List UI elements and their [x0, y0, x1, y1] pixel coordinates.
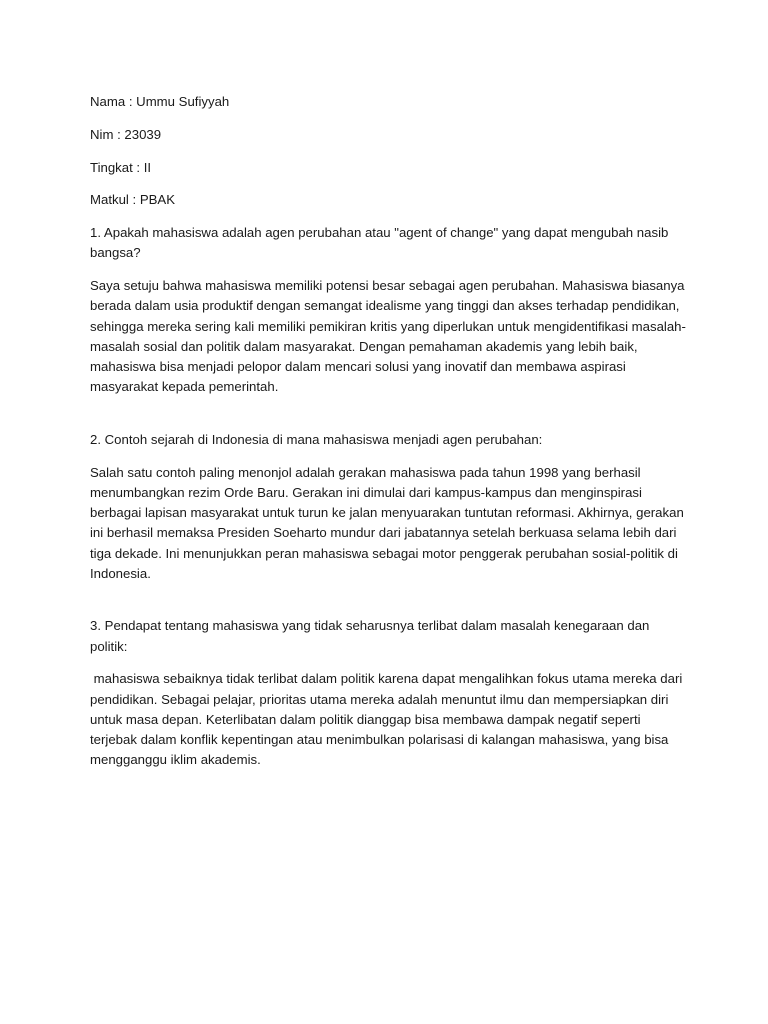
- answer-3: mahasiswa sebaiknya tidak terlibat dalam politik karena dapat mengalihkan fokus utama mereka dari pendidikan. Sebagai pelajar, prioritas utama mereka adalah menuntut ilmu dan mempersiapkan diri untuk masa depan. Keterlibatan dalam politik dianggap bisa membawa dampak negatif seperti terjebak dalam konflik kepentingan atau menimbulkan polarisasi di kalangan mahasiswa, yang bisa mengganggu iklim akademis.: [90, 671, 686, 768]
- question-3: 3. Pendapat tentang mahasiswa yang tidak seharusnya terlibat dalam masalah kenegaraan dan politik:: [90, 618, 650, 654]
- answer-2: Salah satu contoh paling menonjol adalah gerakan mahasiswa pada tahun 1998 yang berhasil menumbangkan rezim Orde Baru. Gerakan ini dimulai dari kampus-kampus dan menginspirasi berbagai lapisan masyarakat untuk turun ke jalan menyuarakan tuntutan reformasi. Akhirnya, gerakan ini berhasil memaksa Presiden Soeharto mundur dari jabatannya setelah berkuasa selama lebih dari tiga dekade. Ini menunjukkan peran mahasiswa sebagai motor penggerak perubahan sosial-politik di Indonesia.: [90, 464, 684, 581]
- answer-1: Saya setuju bahwa mahasiswa memiliki potensi besar sebagai agen perubahan. Mahasiswa biasanya berada dalam usia produktif dengan semangat idealisme yang tinggi dan akses terhadap pendidikan, sehingga mereka sering kali memiliki pemikiran kritis yang diperlukan untuk mengidentifikasi masalah-masalah sosial dan politik dalam masyarakat. Dengan pemahaman akademis yang lebih baik, mahasiswa bisa menjadi pelopor dalam mencari solusi yang inovatif dan membawa aspirasi masyarakat kepada pemerintah.: [90, 278, 686, 395]
- document-body: [90, 92, 690, 783]
- student-id: Nim : 23039: [90, 126, 162, 142]
- student-level: Tingkat : II: [90, 159, 152, 175]
- question-2: 2. Contoh sejarah di Indonesia di mana mahasiswa menjadi agen perubahan:: [90, 431, 543, 447]
- student-name: Nama : Ummu Sufiyyah: [90, 94, 230, 109]
- question-1: 1. Apakah mahasiswa adalah agen perubahan atau "agent of change" yang dapat mengubah nasib bangsa?: [90, 225, 669, 261]
- course-name: Matkul : PBAK: [90, 192, 176, 208]
